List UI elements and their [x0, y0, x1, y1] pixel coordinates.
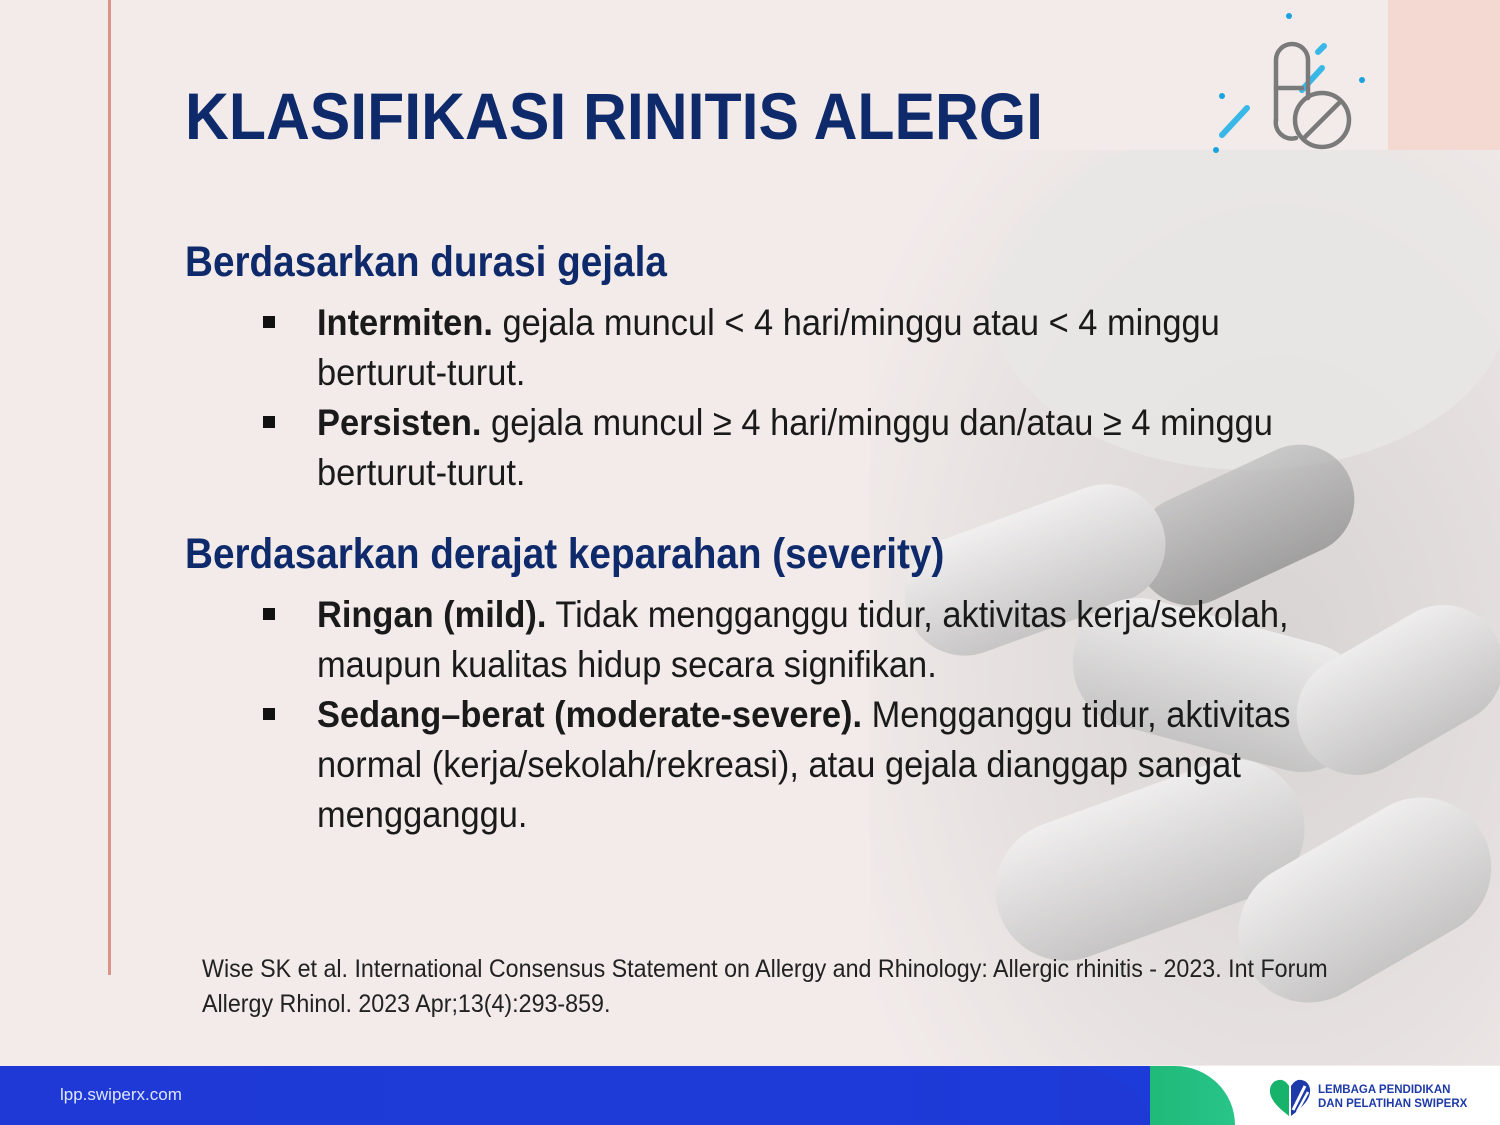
- bullet-term: Persisten.: [317, 402, 482, 443]
- section-heading-duration: Berdasarkan durasi gejala: [185, 238, 667, 286]
- bullet-text: [317, 590, 1321, 690]
- brand-name-line1: LEMBAGA PENDIDIKAN: [1318, 1084, 1451, 1096]
- bullet-text: [317, 690, 1321, 840]
- bullet-text: [317, 398, 1321, 498]
- bullet-term: Ringan (mild).: [317, 594, 547, 635]
- bullet-description: Tidak mengganggu tidur, aktivitas kerja/sekolah, maupun kualitas hidup secara signifikan.: [317, 594, 1289, 685]
- footer-url-link[interactable]: lpp.swiperx.com: [60, 1085, 182, 1104]
- section-heading-severity: Berdasarkan derajat keparahan (severity): [185, 530, 945, 578]
- bullet-square-icon: [263, 316, 275, 328]
- slide-title: KLASIFIKASI RINITIS ALERGI: [185, 79, 1043, 153]
- reference-citation: Wise SK et al. International Consensus Statement on Allergy and Rhinology: Allergic rhinitis - 2023. Int Forum Allergy Rhinol. 2023 Apr;13(4):293-859.: [202, 955, 1328, 1018]
- footer-bar: [0, 1066, 1500, 1125]
- bullet-description: gejala muncul < 4 hari/minggu atau < 4 minggu berturut-turut.: [317, 302, 1220, 393]
- bullet-term: Sedang–berat (moderate-severe).: [317, 694, 863, 735]
- brand-name-line2: DAN PELATIHAN SWIPERX: [1318, 1098, 1468, 1110]
- bullet-description: Mengganggu tidur, aktivitas normal (kerja/sekolah/rekreasi), atau gejala dianggap sangat mengganggu.: [317, 694, 1291, 835]
- swiperx-heart-logo-icon: [1268, 1076, 1312, 1118]
- vertical-accent-line: [108, 0, 111, 975]
- bullet-description: gejala muncul ≥ 4 hari/minggu dan/atau ≥ 4 minggu berturut-turut.: [317, 402, 1273, 493]
- bullet-term: Intermiten.: [317, 302, 493, 343]
- bullet-text: [317, 298, 1321, 398]
- corner-accent-block: [1388, 0, 1500, 150]
- bullet-square-icon: [263, 608, 275, 620]
- pill-capsule-icon: [1210, 10, 1370, 155]
- bullet-square-icon: [263, 416, 275, 428]
- bullet-square-icon: [263, 708, 275, 720]
